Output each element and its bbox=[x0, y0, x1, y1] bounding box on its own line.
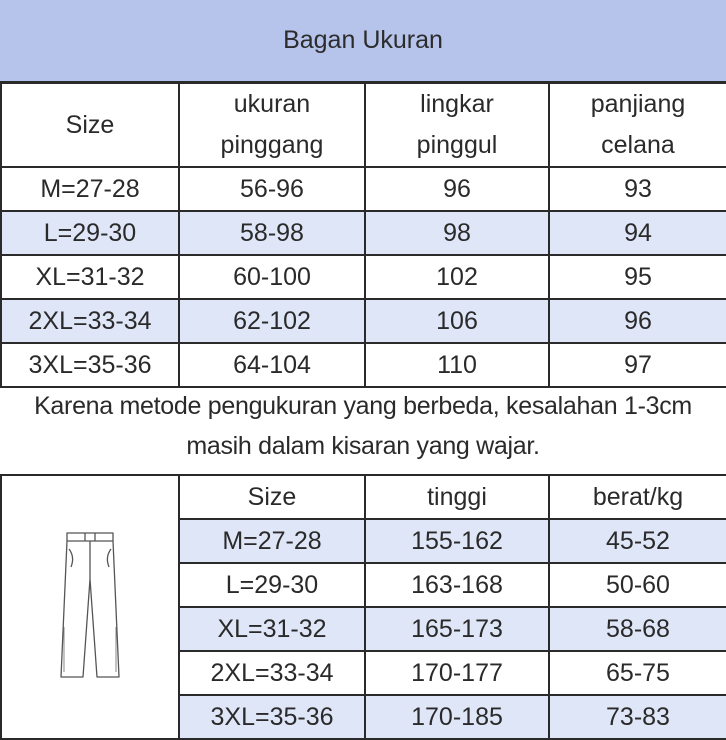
header-hip: lingkar pinggul bbox=[365, 84, 549, 167]
cell-length: 93 bbox=[549, 167, 726, 211]
cell-length: 97 bbox=[549, 343, 726, 387]
cell-weight: 50-60 bbox=[549, 563, 726, 607]
cell-hip: 102 bbox=[365, 255, 549, 299]
measurement-note bbox=[0, 376, 726, 476]
cell-size: 2XL=33-34 bbox=[1, 299, 179, 343]
cell-size: 3XL=35-36 bbox=[179, 695, 365, 739]
cell-size: M=27-28 bbox=[179, 519, 365, 563]
cell-height: 170-185 bbox=[365, 695, 549, 739]
cell-size: XL=31-32 bbox=[179, 607, 365, 651]
cell-waist: 60-100 bbox=[179, 255, 365, 299]
height-weight-table bbox=[0, 476, 726, 740]
cell-size: L=29-30 bbox=[1, 211, 179, 255]
header-size: Size bbox=[179, 476, 365, 519]
cell-length: 94 bbox=[549, 211, 726, 255]
header-size: Size bbox=[1, 84, 179, 167]
cell-length: 95 bbox=[549, 255, 726, 299]
header-length: panjiang celana bbox=[549, 84, 726, 167]
header-waist: ukuran pinggang bbox=[179, 84, 365, 167]
cell-hip: 110 bbox=[365, 343, 549, 387]
header-weight: berat/kg bbox=[549, 476, 726, 519]
cell-height: 165-173 bbox=[365, 607, 549, 651]
cell-weight: 65-75 bbox=[549, 651, 726, 695]
cell-size: XL=31-32 bbox=[1, 255, 179, 299]
cell-size: 2XL=33-34 bbox=[179, 651, 365, 695]
cell-weight: 73-83 bbox=[549, 695, 726, 739]
note-line-2: masih dalam kisaran yang wajar. bbox=[186, 432, 540, 460]
table-row bbox=[1, 299, 726, 343]
pants-illustration-cell bbox=[1, 476, 179, 739]
table-row bbox=[1, 255, 726, 299]
note-line-1: Karena metode pengukuran yang berbeda, kesalahan 1-3cm bbox=[34, 392, 692, 420]
cell-length: 96 bbox=[549, 299, 726, 343]
cell-waist: 56-96 bbox=[179, 167, 365, 211]
cell-size: 3XL=35-36 bbox=[1, 343, 179, 387]
cell-waist: 58-98 bbox=[179, 211, 365, 255]
header-height: tinggi bbox=[365, 476, 549, 519]
cell-waist: 62-102 bbox=[179, 299, 365, 343]
cell-weight: 58-68 bbox=[549, 607, 726, 651]
size-table-header bbox=[1, 84, 726, 167]
pants-outline-icon bbox=[55, 527, 125, 687]
cell-size: M=27-28 bbox=[1, 167, 179, 211]
cell-height: 170-177 bbox=[365, 651, 549, 695]
cell-waist: 64-104 bbox=[179, 343, 365, 387]
cell-hip: 98 bbox=[365, 211, 549, 255]
table-row bbox=[1, 167, 726, 211]
cell-size: L=29-30 bbox=[179, 563, 365, 607]
cell-hip: 96 bbox=[365, 167, 549, 211]
cell-height: 163-168 bbox=[365, 563, 549, 607]
height-weight-header bbox=[1, 476, 726, 519]
cell-weight: 45-52 bbox=[549, 519, 726, 563]
size-table bbox=[0, 84, 726, 388]
cell-height: 155-162 bbox=[365, 519, 549, 563]
cell-hip: 106 bbox=[365, 299, 549, 343]
table-row bbox=[1, 211, 726, 255]
chart-title: Bagan Ukuran bbox=[0, 0, 726, 84]
